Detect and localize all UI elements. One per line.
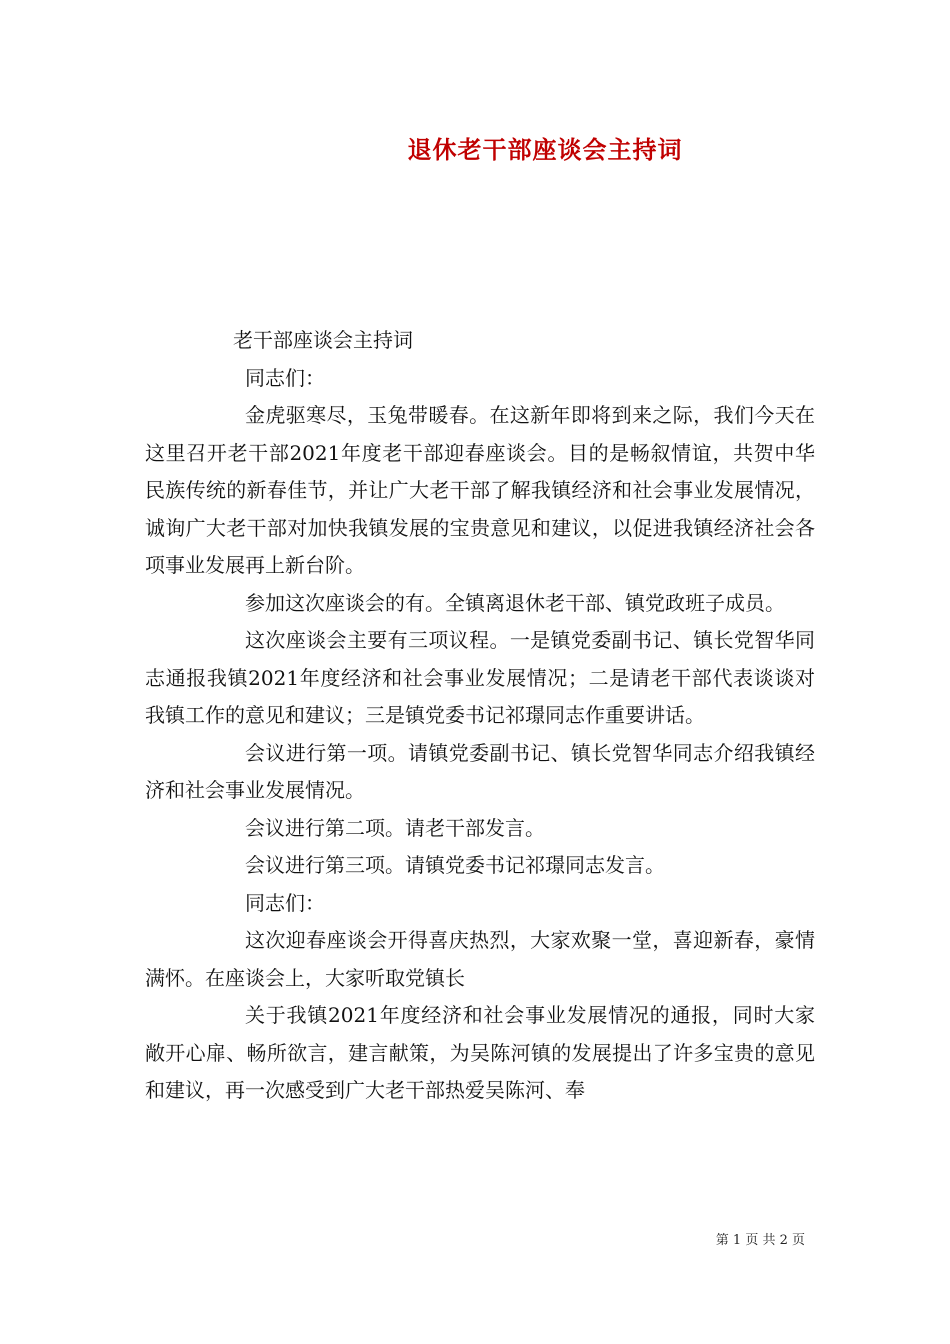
body-paragraph: 会议进行第一项。请镇党委副书记、镇长党智华同志介绍我镇经济和社会事业发展情况。 bbox=[145, 740, 815, 802]
body-paragraph: 关于我镇2021年度经济和社会事业发展情况的通报，同时大家敞开心扉、畅所欲言，建言献策，为吴陈河镇的发展提出了许多宝贵的意见和建议，再一次感受到广大老干部热爱吴陈河、奉 bbox=[145, 1003, 815, 1102]
body-paragraph: 这次迎春座谈会开得喜庆热烈，大家欢聚一堂，喜迎新春，豪情满怀。在座谈会上，大家听取党镇长 bbox=[145, 928, 815, 990]
document-body bbox=[145, 322, 815, 1110]
document-title: 退休老干部座谈会主持词 bbox=[407, 135, 683, 164]
page-number-footer: 第 1 页 共 2 页 bbox=[715, 1233, 805, 1248]
body-paragraph: 同志们： bbox=[245, 365, 325, 390]
body-paragraph: 这次座谈会主要有三项议程。一是镇党委副书记、镇长党智华同志通报我镇2021年度经济和社会事业发展情况；二是请老干部代表谈谈对我镇工作的意见和建议；三是镇党委书记祁璟同志作重要讲话。 bbox=[145, 628, 815, 727]
body-paragraph: 会议进行第三项。请镇党委书记祁璟同志发言。 bbox=[245, 853, 665, 877]
body-paragraph: 参加这次座谈会的有。全镇离退休老干部、镇党政班子成员。 bbox=[245, 590, 785, 615]
body-paragraph: 会议进行第二项。请老干部发言。 bbox=[245, 815, 545, 840]
body-paragraph: 老干部座谈会主持词 bbox=[233, 328, 413, 352]
body-paragraph: 同志们： bbox=[245, 890, 325, 915]
body-paragraph: 金虎驱寒尽，玉兔带暖春。在这新年即将到来之际，我们今天在这里召开老干部2021年度老干部迎春座谈会。目的是畅叙情谊，共贺中华民族传统的新春佳节，并让广大老干部了解我镇经济和社会事业发展情况，诚询广大老干部对加快我镇发展的宝贵意见和建议，以促进我镇经济社会各项事业发展再上新台阶。 bbox=[145, 403, 815, 577]
